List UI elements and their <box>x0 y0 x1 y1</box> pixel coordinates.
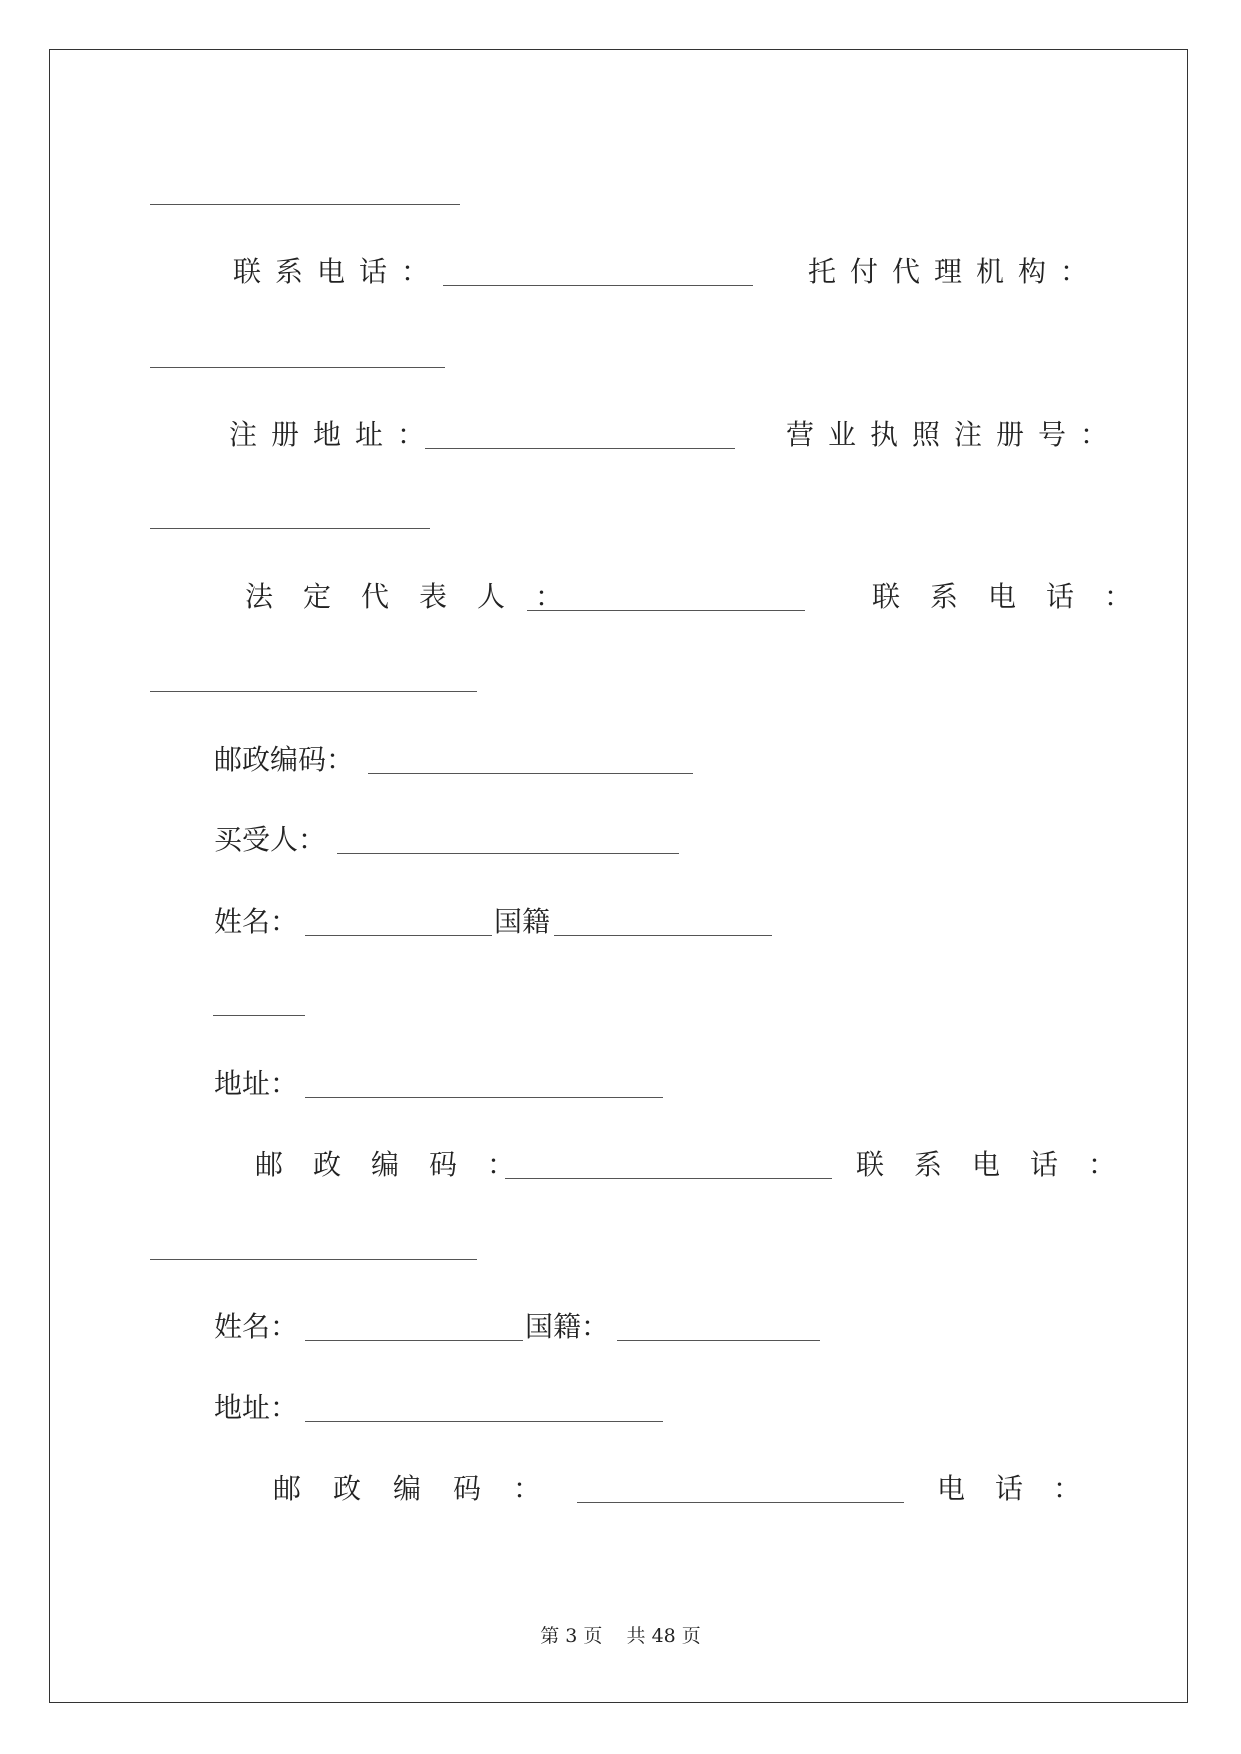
address-field[interactable] <box>305 1097 663 1098</box>
legal-representative-field[interactable] <box>527 610 805 611</box>
postal-code-field-2[interactable] <box>505 1178 832 1179</box>
contact-phone-field-2[interactable] <box>150 691 477 692</box>
name-label: 姓名： <box>214 905 299 938</box>
buyer-label: 买受人： <box>214 823 327 856</box>
name-field-2[interactable] <box>305 1340 523 1341</box>
nationality-label-2: 国籍： <box>525 1310 610 1343</box>
total-pages: 共 48 页 <box>626 1625 701 1647</box>
agency-field[interactable] <box>150 367 445 368</box>
legal-representative-label: 法定代表人： <box>245 580 594 613</box>
nationality-field[interactable] <box>554 935 772 936</box>
blank-field[interactable] <box>150 204 460 205</box>
registered-address-field[interactable] <box>425 448 735 449</box>
address-field-2[interactable] <box>305 1421 663 1422</box>
nationality-field-cont[interactable] <box>213 1015 305 1016</box>
contact-phone-field[interactable] <box>443 285 753 286</box>
contact-phone-label-3: 联系电话： <box>856 1148 1147 1181</box>
postal-code-label: 邮政编码： <box>214 743 355 776</box>
postal-code-label-3: 邮政编码： <box>273 1472 574 1505</box>
address-label: 地址： <box>214 1067 299 1100</box>
nationality-field-2[interactable] <box>617 1340 820 1341</box>
name-field[interactable] <box>305 935 492 936</box>
postal-code-field-3[interactable] <box>577 1502 904 1503</box>
page-footer <box>0 1624 1241 1648</box>
license-number-field[interactable] <box>150 528 430 529</box>
license-number-label: 营业执照注册号： <box>786 418 1123 451</box>
buyer-field[interactable] <box>337 853 679 854</box>
contact-phone-field-3[interactable] <box>150 1259 477 1260</box>
nationality-label: 国籍 <box>494 905 551 938</box>
postal-code-label-2: 邮政编码： <box>255 1148 546 1181</box>
agency-label: 托付代理机构： <box>808 255 1103 288</box>
contact-phone-label-2: 联系电话： <box>872 580 1163 613</box>
postal-code-field[interactable] <box>368 773 693 774</box>
address-label-2: 地址： <box>214 1391 299 1424</box>
page-border <box>49 49 1188 1703</box>
contact-phone-label: 联系电话： <box>233 255 444 288</box>
phone-label: 电话： <box>937 1472 1112 1505</box>
registered-address-label: 注册地址： <box>229 418 440 451</box>
page-number: 第 3 页 <box>540 1625 603 1647</box>
name-label-2: 姓名： <box>214 1310 299 1343</box>
